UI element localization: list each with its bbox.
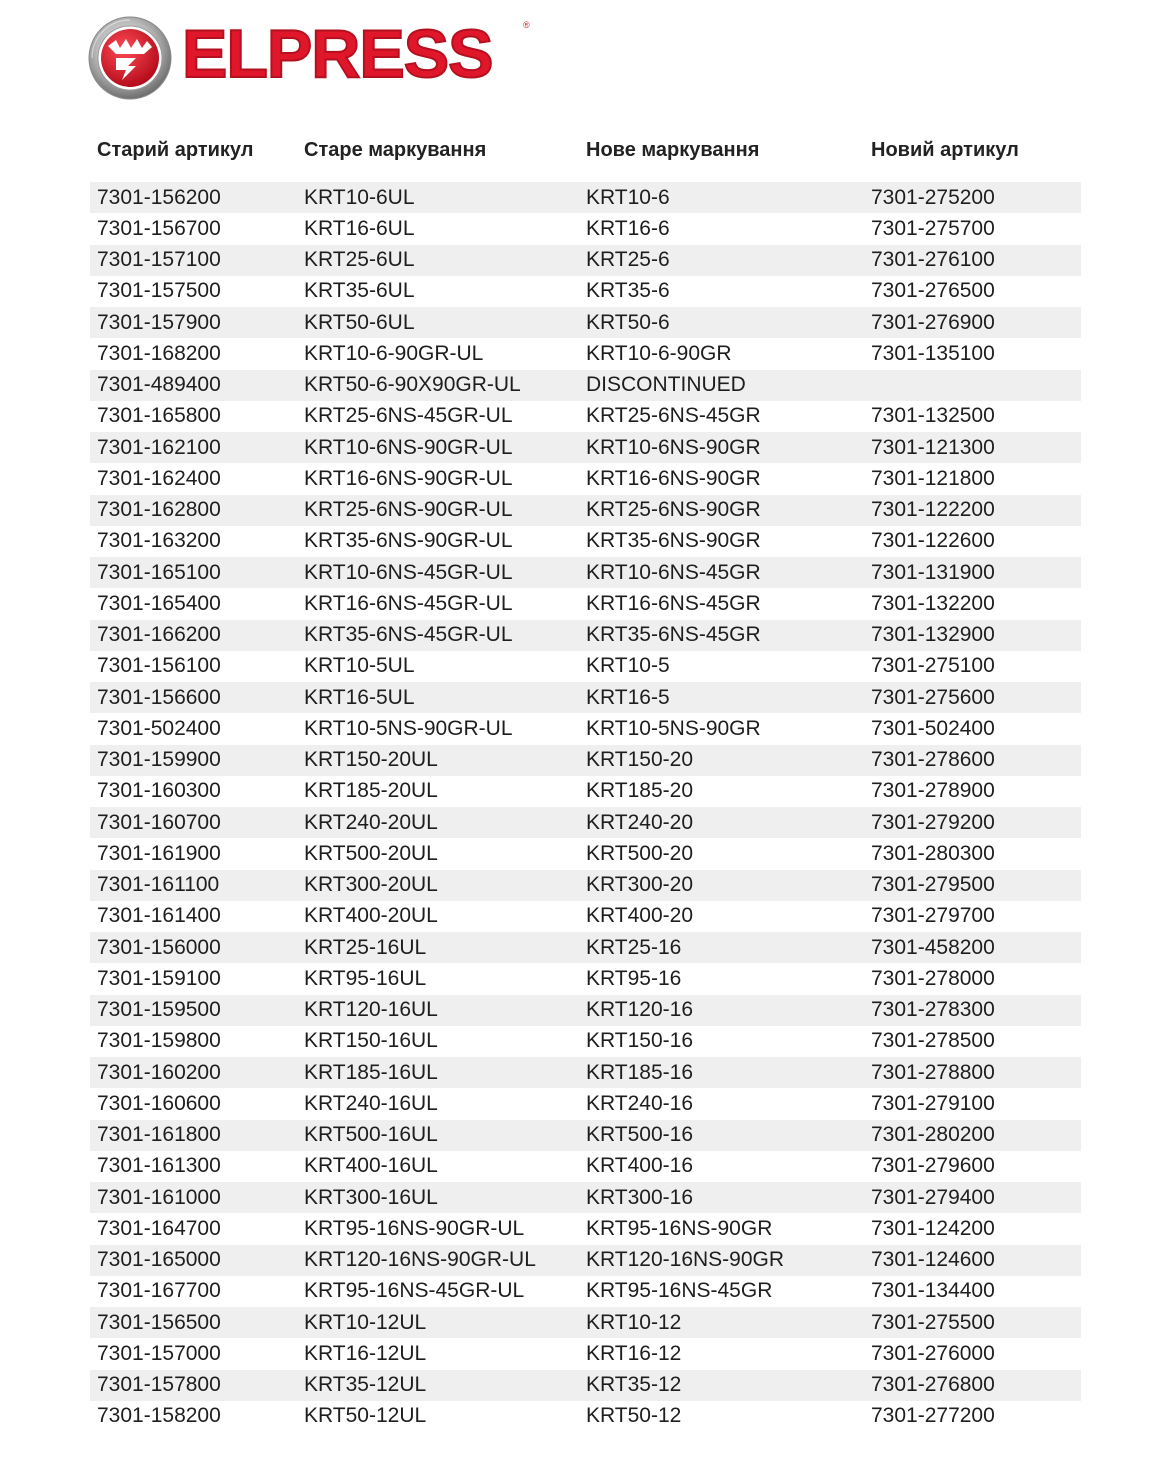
table-row: [90, 1276, 1081, 1307]
old-marking-cell: KRT300-16UL: [304, 1185, 438, 1209]
old-marking-cell: KRT10-6UL: [304, 185, 415, 209]
new-article-cell: 7301-278800: [871, 1060, 995, 1084]
new-article-cell: 7301-275500: [871, 1310, 995, 1334]
old-marking-cell: KRT240-16UL: [304, 1091, 438, 1115]
old-marking-cell: KRT10-6NS-90GR-UL: [304, 435, 513, 459]
table-row: [90, 1151, 1081, 1182]
old-article-cell: 7301-161900: [97, 841, 221, 865]
new-marking-cell: KRT185-16: [586, 1060, 694, 1084]
old-article-cell: 7301-156100: [97, 654, 221, 678]
old-marking-cell: KRT400-20UL: [304, 904, 438, 928]
old-marking-cell: KRT400-16UL: [304, 1154, 438, 1178]
old-article-cell: 7301-156500: [97, 1310, 221, 1334]
table-row: [90, 1401, 1081, 1432]
header-old-article: Старий артикул: [97, 138, 254, 161]
table-row: [90, 1245, 1081, 1276]
old-marking-cell: KRT16-6NS-45GR-UL: [304, 591, 513, 615]
new-article-cell: 7301-122600: [871, 529, 995, 553]
old-article-cell: 7301-489400: [97, 373, 221, 397]
old-marking-cell: KRT16-6NS-90GR-UL: [304, 466, 513, 490]
new-article-cell: 7301-279500: [871, 873, 995, 897]
new-marking-cell: KRT35-6NS-90GR: [586, 529, 761, 553]
new-article-cell: 7301-124600: [871, 1248, 995, 1272]
table-row: [90, 588, 1081, 619]
table-row: [90, 213, 1081, 244]
new-article-cell: 7301-276800: [871, 1373, 995, 1397]
old-article-cell: 7301-159800: [97, 1029, 221, 1053]
table-row: [90, 1338, 1081, 1369]
old-marking-cell: KRT25-6UL: [304, 248, 415, 272]
new-marking-cell: KRT50-6: [586, 310, 670, 334]
new-article-cell: 7301-279400: [871, 1185, 995, 1209]
old-marking-cell: KRT50-6UL: [304, 310, 415, 334]
new-marking-cell: KRT10-12: [586, 1310, 682, 1334]
old-article-cell: 7301-160600: [97, 1091, 221, 1115]
new-article-cell: 7301-280200: [871, 1123, 995, 1147]
new-article-cell: 7301-276900: [871, 310, 995, 334]
old-article-cell: 7301-159900: [97, 748, 221, 772]
header-new-marking: Нове маркування: [586, 138, 760, 161]
new-article-cell: 7301-124200: [871, 1216, 995, 1240]
new-marking-cell: KRT35-12: [586, 1373, 682, 1397]
table-row: [90, 182, 1081, 213]
table-row: [90, 651, 1081, 682]
new-marking-cell: KRT500-16: [586, 1123, 694, 1147]
old-article-cell: 7301-502400: [97, 716, 221, 740]
old-article-cell: 7301-161100: [97, 873, 220, 897]
new-article-cell: 7301-122200: [871, 498, 995, 522]
new-article-cell: 7301-279100: [871, 1091, 995, 1115]
table-row: [90, 463, 1081, 494]
table-row: [90, 838, 1081, 869]
old-marking-cell: KRT35-6NS-90GR-UL: [304, 529, 513, 553]
new-marking-cell: KRT25-6NS-90GR: [586, 498, 761, 522]
table-header: [90, 134, 1081, 166]
old-marking-cell: KRT185-20UL: [304, 779, 438, 803]
new-marking-cell: KRT120-16: [586, 998, 694, 1022]
table-row: [90, 807, 1081, 838]
old-article-cell: 7301-159500: [97, 998, 221, 1022]
old-marking-cell: KRT150-20UL: [304, 748, 438, 772]
new-marking-cell: KRT120-16NS-90GR: [586, 1248, 785, 1272]
old-marking-cell: KRT35-6NS-45GR-UL: [304, 623, 513, 647]
table-row: [90, 276, 1081, 307]
table-row: [90, 401, 1081, 432]
table-row: [90, 995, 1081, 1026]
new-marking-cell: KRT16-6NS-90GR: [586, 466, 761, 490]
new-marking-cell: KRT50-12: [586, 1404, 682, 1428]
new-article-cell: 7301-135100: [871, 341, 995, 365]
old-marking-cell: KRT10-5UL: [304, 654, 415, 678]
new-article-cell: 7301-121800: [871, 466, 995, 490]
old-article-cell: 7301-161300: [97, 1154, 221, 1178]
new-article-cell: 7301-278300: [871, 998, 995, 1022]
table-row: [90, 682, 1081, 713]
old-article-cell: 7301-165400: [97, 591, 221, 615]
old-article-cell: 7301-156700: [97, 216, 221, 240]
new-article-cell: 7301-131900: [871, 560, 995, 584]
new-article-cell: 7301-279600: [871, 1154, 995, 1178]
new-marking-cell: KRT300-20: [586, 873, 694, 897]
old-marking-cell: KRT95-16NS-45GR-UL: [304, 1279, 525, 1303]
table-row: [90, 1057, 1081, 1088]
table-row: [90, 620, 1081, 651]
new-marking-cell: KRT16-5: [586, 685, 670, 709]
new-marking-cell: KRT95-16NS-45GR: [586, 1279, 773, 1303]
table-row: [90, 526, 1081, 557]
old-marking-cell: KRT150-16UL: [304, 1029, 438, 1053]
old-article-cell: 7301-162400: [97, 466, 221, 490]
old-marking-cell: KRT10-6-90GR-UL: [304, 341, 484, 365]
new-marking-cell: KRT10-5: [586, 654, 670, 678]
old-marking-cell: KRT300-20UL: [304, 873, 438, 897]
table-row: [90, 963, 1081, 994]
table-row: [90, 932, 1081, 963]
new-article-cell: 7301-132500: [871, 404, 995, 428]
table-row: [90, 901, 1081, 932]
old-marking-cell: KRT10-12UL: [304, 1310, 427, 1334]
new-marking-cell: KRT150-16: [586, 1029, 694, 1053]
old-article-cell: 7301-165800: [97, 404, 221, 428]
old-marking-cell: KRT25-6NS-45GR-UL: [304, 404, 513, 428]
old-marking-cell: KRT50-6-90X90GR-UL: [304, 373, 521, 397]
table-body: [90, 182, 1081, 1432]
header-new-article: Новий артикул: [871, 138, 1019, 161]
old-article-cell: 7301-156600: [97, 685, 221, 709]
old-marking-cell: KRT16-6UL: [304, 216, 415, 240]
new-marking-cell: KRT150-20: [586, 748, 694, 772]
old-article-cell: 7301-157900: [97, 310, 221, 334]
old-marking-cell: KRT120-16NS-90GR-UL: [304, 1248, 536, 1272]
old-article-cell: 7301-168200: [97, 341, 221, 365]
new-article-cell: 7301-278600: [871, 748, 995, 772]
new-marking-cell: KRT240-16: [586, 1091, 694, 1115]
new-article-cell: 7301-276500: [871, 279, 995, 303]
old-article-cell: 7301-164700: [97, 1216, 221, 1240]
old-marking-cell: KRT185-16UL: [304, 1060, 438, 1084]
table-row: [90, 432, 1081, 463]
new-marking-cell: KRT16-6: [586, 216, 670, 240]
new-marking-cell: KRT10-5NS-90GR: [586, 716, 761, 740]
header-old-marking: Старе маркування: [304, 138, 487, 161]
article-conversion-table: [90, 134, 1081, 1432]
new-marking-cell: KRT95-16NS-90GR: [586, 1216, 773, 1240]
old-marking-cell: KRT16-12UL: [304, 1341, 427, 1365]
new-marking-cell: KRT240-20: [586, 810, 694, 834]
table-row: [90, 1370, 1081, 1401]
brand-logo: [86, 14, 536, 102]
table-row: [90, 245, 1081, 276]
old-article-cell: 7301-157500: [97, 279, 221, 303]
registered-mark: ®: [523, 20, 530, 30]
new-marking-cell: KRT25-6: [586, 248, 670, 272]
old-article-cell: 7301-161000: [97, 1185, 221, 1209]
old-marking-cell: KRT500-20UL: [304, 841, 438, 865]
new-marking-cell: KRT10-6: [586, 185, 670, 209]
old-article-cell: 7301-160200: [97, 1060, 221, 1084]
new-marking-cell: KRT400-20: [586, 904, 694, 928]
old-article-cell: 7301-159100: [97, 966, 221, 990]
new-article-cell: 7301-275100: [871, 654, 995, 678]
new-marking-cell: KRT35-6: [586, 279, 670, 303]
new-marking-cell: KRT10-6NS-45GR: [586, 560, 761, 584]
old-marking-cell: KRT240-20UL: [304, 810, 438, 834]
table-row: [90, 776, 1081, 807]
old-article-cell: 7301-160300: [97, 779, 221, 803]
old-article-cell: 7301-158200: [97, 1404, 221, 1428]
brand-wordmark: ELPRESS: [182, 16, 493, 92]
table-row: [90, 338, 1081, 369]
new-article-cell: 7301-279700: [871, 904, 995, 928]
old-marking-cell: KRT50-12UL: [304, 1404, 427, 1428]
new-marking-cell: KRT35-6NS-45GR: [586, 623, 761, 647]
table-row: [90, 1088, 1081, 1119]
table-row: [90, 1213, 1081, 1244]
new-article-cell: 7301-132900: [871, 623, 995, 647]
table-row: [90, 870, 1081, 901]
new-marking-cell: KRT300-16: [586, 1185, 694, 1209]
table-row: [90, 1026, 1081, 1057]
old-marking-cell: KRT95-16NS-90GR-UL: [304, 1216, 525, 1240]
new-article-cell: 7301-280300: [871, 841, 995, 865]
new-marking-cell: KRT25-6NS-45GR: [586, 404, 761, 428]
new-article-cell: 7301-275200: [871, 185, 995, 209]
old-article-cell: 7301-156200: [97, 185, 221, 209]
old-article-cell: 7301-165000: [97, 1248, 221, 1272]
new-article-cell: 7301-278000: [871, 966, 995, 990]
old-article-cell: 7301-157000: [97, 1341, 221, 1365]
table-row: [90, 495, 1081, 526]
new-marking-cell: KRT95-16: [586, 966, 682, 990]
old-article-cell: 7301-166200: [97, 623, 221, 647]
new-article-cell: 7301-278900: [871, 779, 995, 803]
new-article-cell: 7301-458200: [871, 935, 995, 959]
old-article-cell: 7301-157800: [97, 1373, 221, 1397]
new-article-cell: 7301-132200: [871, 591, 995, 615]
new-article-cell: 7301-275700: [871, 216, 995, 240]
old-marking-cell: KRT120-16UL: [304, 998, 438, 1022]
new-marking-cell: KRT400-16: [586, 1154, 694, 1178]
old-marking-cell: KRT10-6NS-45GR-UL: [304, 560, 513, 584]
old-article-cell: 7301-161800: [97, 1123, 221, 1147]
old-marking-cell: KRT25-16UL: [304, 935, 427, 959]
new-article-cell: 7301-121300: [871, 435, 995, 459]
table-row: [90, 745, 1081, 776]
new-article-cell: 7301-275600: [871, 685, 995, 709]
new-marking-cell: KRT10-6-90GR: [586, 341, 732, 365]
old-article-cell: 7301-163200: [97, 529, 221, 553]
table-row: [90, 370, 1081, 401]
new-marking-cell: KRT16-6NS-45GR: [586, 591, 761, 615]
new-marking-cell: KRT16-12: [586, 1341, 682, 1365]
new-marking-cell: KRT25-16: [586, 935, 682, 959]
new-marking-cell: KRT10-6NS-90GR: [586, 435, 761, 459]
table-row: [90, 307, 1081, 338]
new-marking-cell: KRT500-20: [586, 841, 694, 865]
logo-emblem-icon: [86, 14, 176, 102]
old-marking-cell: KRT95-16UL: [304, 966, 427, 990]
new-article-cell: 7301-134400: [871, 1279, 995, 1303]
old-article-cell: 7301-162800: [97, 498, 221, 522]
old-article-cell: 7301-160700: [97, 810, 221, 834]
old-article-cell: 7301-161400: [97, 904, 221, 928]
old-article-cell: 7301-156000: [97, 935, 221, 959]
table-row: [90, 713, 1081, 744]
new-marking-cell: KRT185-20: [586, 779, 694, 803]
table-row: [90, 1307, 1081, 1338]
table-row: [90, 1182, 1081, 1213]
new-article-cell: 7301-277200: [871, 1404, 995, 1428]
old-article-cell: 7301-162100: [97, 435, 221, 459]
table-row: [90, 1120, 1081, 1151]
old-article-cell: 7301-165100: [97, 560, 221, 584]
new-article-cell: 7301-279200: [871, 810, 995, 834]
old-marking-cell: KRT500-16UL: [304, 1123, 438, 1147]
old-marking-cell: KRT10-5NS-90GR-UL: [304, 716, 513, 740]
new-marking-cell: DISCONTINUED: [586, 373, 746, 397]
new-article-cell: 7301-276100: [871, 248, 995, 272]
old-marking-cell: KRT35-6UL: [304, 279, 415, 303]
new-article-cell: 7301-278500: [871, 1029, 995, 1053]
new-article-cell: 7301-276000: [871, 1341, 995, 1365]
old-marking-cell: KRT16-5UL: [304, 685, 415, 709]
table-row: [90, 557, 1081, 588]
old-article-cell: 7301-167700: [97, 1279, 221, 1303]
new-article-cell: 7301-502400: [871, 716, 995, 740]
old-article-cell: 7301-157100: [97, 248, 221, 272]
old-marking-cell: KRT35-12UL: [304, 1373, 427, 1397]
old-marking-cell: KRT25-6NS-90GR-UL: [304, 498, 513, 522]
